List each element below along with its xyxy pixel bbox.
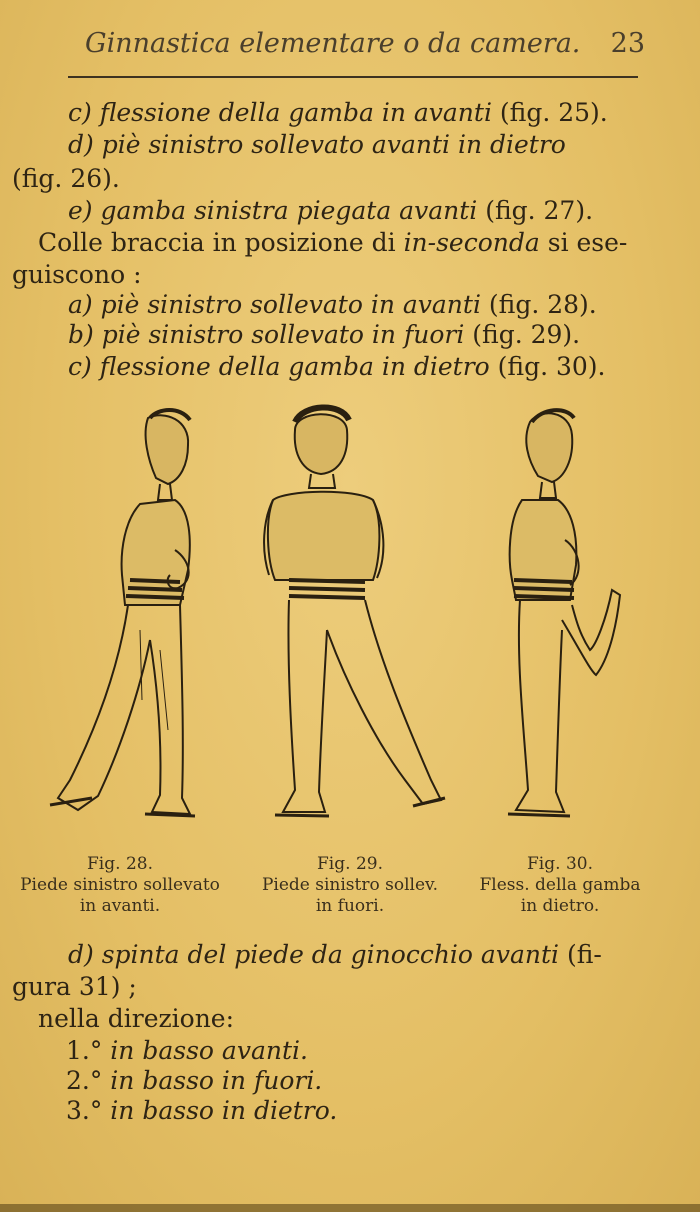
- figure-29-caption: Fig. 29. Piede sinistro sollev. in fuori.: [240, 854, 460, 917]
- text-line-10: d) spinta del piede da ginocchio avanti (fi-: [68, 940, 602, 969]
- text-line-12: nella direzione:: [38, 1004, 235, 1033]
- figure-29-label: Fig. 29.: [317, 854, 383, 874]
- page-bottom-edge: [0, 1204, 700, 1212]
- figure-29-illustration: [245, 400, 455, 830]
- text-line-5: Colle braccia in posizione di in-seconda si ese-: [38, 228, 628, 257]
- text-line-6: guiscono :: [12, 260, 142, 289]
- list-item-3: 3.° in basso in dietro.: [66, 1096, 338, 1125]
- figure-30-label: Fig. 30.: [527, 854, 593, 874]
- text-line-7: a) piè sinistro sollevato in avanti (fig. 28).: [68, 290, 597, 319]
- list-item-2: 2.° in basso in fuori.: [66, 1066, 323, 1095]
- running-header: [85, 28, 645, 64]
- figure-28-caption: Fig. 28. Piede sinistro sollevato in avanti.: [0, 854, 240, 917]
- list-item-1: 1.° in basso avanti.: [66, 1036, 308, 1065]
- figure-28-label: Fig. 28.: [87, 854, 153, 874]
- text-line-11: gura 31) ;: [12, 972, 137, 1001]
- text-line-4: e) gamba sinistra piegata avanti (fig. 27).: [68, 196, 594, 225]
- figure-30-caption: Fig. 30. Fless. della gamba in dietro.: [460, 854, 660, 917]
- text-line-1: c) flessione della gamba in avanti (fig. 25).: [68, 98, 608, 127]
- page-number: 23: [610, 28, 645, 59]
- figure-30-illustration: [480, 400, 660, 830]
- header-rule: [68, 76, 638, 78]
- text-line-2: d) piè sinistro sollevato avanti in dietro: [68, 130, 566, 159]
- text-line-9: c) flessione della gamba in dietro (fig. 30).: [68, 352, 606, 381]
- text-line-8: b) piè sinistro sollevato in fuori (fig. 29).: [68, 320, 581, 349]
- figure-28-illustration: [30, 400, 230, 830]
- text-line-3: (fig. 26).: [12, 164, 120, 193]
- running-title: Ginnastica elementare o da camera.: [85, 28, 581, 59]
